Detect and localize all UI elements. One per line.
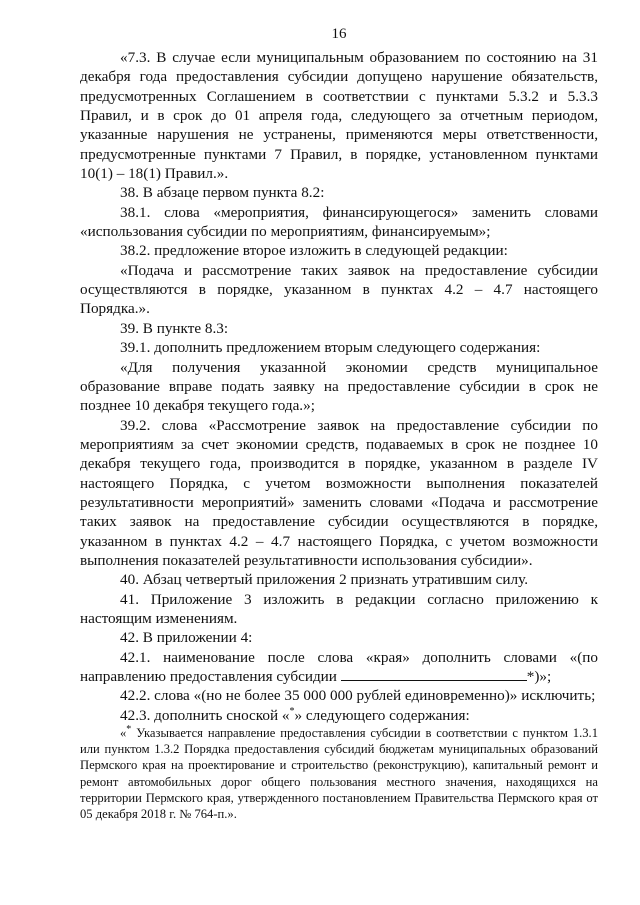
paragraph-39: 39. В пункте 8.3: xyxy=(120,319,229,337)
paragraph-42-3-suffix: » следующего содержания: xyxy=(294,706,470,724)
paragraph-42: 42. В приложении 4: xyxy=(120,629,253,647)
footnote-text-mark: * xyxy=(126,723,132,735)
paragraph-39-1-text: «Для получения указанной экономии средств муниципальное образование вправе подать заявку на предоставление субсидии в срок не позднее 10 декабря текущего года.»; xyxy=(80,358,598,415)
footnote-open-quote: « xyxy=(120,726,127,741)
footnote-body: Указывается направление предоставления субсидии в соответствии с пунктом 1.3.1 или пунктом 1.3.2 Порядка предоставления субсидий бюджетам муниципальных образований Пермского края на проектирование и строительство (реконструкцию), капитальный ремонт и ремонт автомобильных дорог общего пользования местного значения, находящихся на территории Пермского края, утвержденного постановлением Правительства Пермского края от 05 декабря 2018 г. № 764-п.». xyxy=(80,726,598,822)
paragraph-38: 38. В абзаце первом пункта 8.2: xyxy=(120,184,325,202)
footnote-text xyxy=(80,725,598,822)
footnote-mark: * xyxy=(289,705,295,717)
paragraph-42-2: 42.2. слова «(но не более 35 000 000 рублей единовременно)» исключить; xyxy=(120,687,596,705)
page-number: 16 xyxy=(331,26,347,42)
paragraph-42-3 xyxy=(80,706,598,725)
paragraph-7-3: «7.3. В случае если муниципальным образованием по состоянию на 31 декабря года предоставления субсидии допущено нарушение обязательств, предусмотренных Соглашением в соответствии с пунктами 5.3.2 и 5.3.3 Правил, и в срок до 01 апреля года, следующего за отчетным периодом, указанные нарушения не устранены, применяются меры ответственности, предусмотренные пунктами 7 Правил, в порядке, установленном пунктами 10(1) – 18(1) Правил.». xyxy=(80,49,598,183)
paragraph-42-1-prefix: 42.1. наименование после слова «края» дополнить словами «(по направлению предоставления субсидии xyxy=(80,648,598,685)
paragraph-39-2: 39.2. слова «Рассмотрение заявок на предоставление субсидии по мероприятиям за счет экономии средств, подаваемых в срок не позднее 10 декабря текущего года, производится в порядке, указанном в разделе IV настоящего Порядка, с учетом возможности выполнения показателей результативности мероприятий» заменить словами «Подача и рассмотрение таких заявок на предоставление субсидии осуществляются в порядке, указанном в пунктах 4.2 – 4.7 настоящего Порядка, с учетом возможности выполнения показателей результативности использования субсидии». xyxy=(80,416,598,569)
paragraph-38-2-text: «Подача и рассмотрение таких заявок на предоставление субсидии осуществляются в порядке, указанном в пунктах 4.2 – 4.7 настоящего Порядка.». xyxy=(80,261,598,318)
paragraph-40: 40. Абзац четвертый приложения 2 признать утратившим силу. xyxy=(120,571,528,589)
paragraph-42-3-prefix: 42.3. дополнить сноской « xyxy=(120,706,290,724)
blank-line xyxy=(341,668,527,681)
paragraph-42-1 xyxy=(80,648,598,687)
paragraph-38-1: 38.1. слова «мероприятия, финансирующегося» заменить словами «использования субсидии по мероприятиям, финансируемым»; xyxy=(80,203,598,241)
paragraph-39-1: 39.1. дополнить предложением вторым следующего содержания: xyxy=(120,339,541,357)
paragraph-38-2: 38.2. предложение второе изложить в следующей редакции: xyxy=(120,242,508,260)
paragraph-42-1-suffix: *)»; xyxy=(526,668,552,685)
paragraph-41: 41. Приложение 3 изложить в редакции согласно приложению к настоящим изменениям. xyxy=(80,590,598,627)
